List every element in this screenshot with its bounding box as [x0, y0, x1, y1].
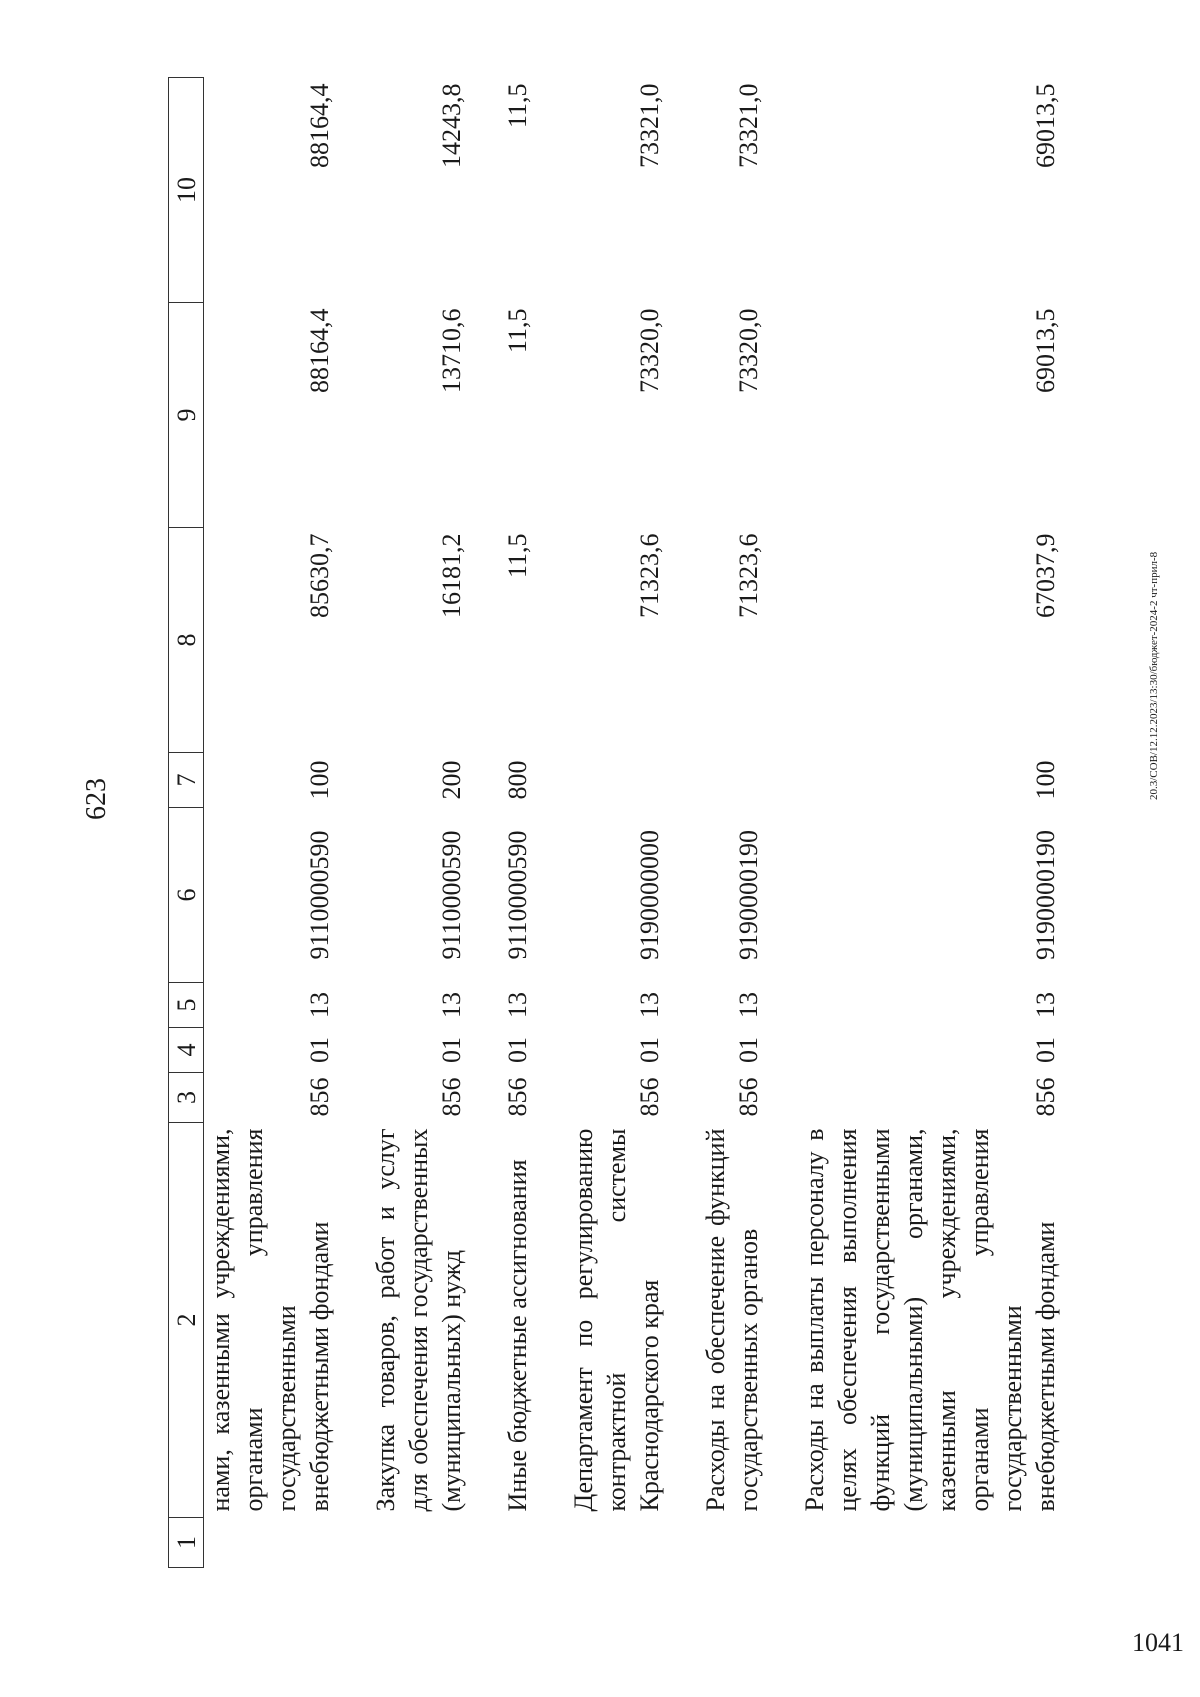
- table-row: [699, 78, 765, 1568]
- cell-amount-col8: 11,5: [503, 533, 532, 579]
- cell-subsection-code: 13: [734, 992, 763, 1018]
- cell-amount-col10: 69013,5: [1031, 83, 1060, 168]
- row-spacer: [666, 78, 699, 1568]
- cell-amount-col10: 88164,4: [305, 83, 334, 168]
- cell-amount-col8: 67037,9: [1031, 533, 1060, 618]
- cell-amount-col8: 16181,2: [437, 533, 466, 618]
- cell-ministry-code: 856: [635, 1077, 664, 1117]
- row-spacer: [468, 78, 501, 1568]
- cell-amount-col10: 73321,0: [635, 83, 664, 168]
- cell-subsection-code: 13: [635, 992, 664, 1018]
- cell-section-code: 01: [1031, 1037, 1060, 1063]
- column-header-8: 8: [169, 528, 204, 753]
- cell-amount-col9: 73320,0: [734, 308, 763, 393]
- cell-amount-col9: 73320,0: [635, 308, 664, 393]
- column-header-6: 6: [169, 808, 204, 983]
- column-header-3: 3: [169, 1073, 204, 1123]
- cell-description: Иные бюджетные ассигнования: [503, 1159, 532, 1512]
- cell-subsection-code: 13: [437, 992, 466, 1018]
- budget-table: [168, 77, 1062, 1568]
- cell-ministry-code: 856: [734, 1077, 763, 1117]
- cell-amount-col10: 73321,0: [734, 83, 763, 168]
- cell-description: нами, казенными учреждениями, органами управления государственными внебюджетными фондами: [206, 1128, 334, 1512]
- cell-description: Закупка товаров, работ и услуг для обеспечения государственных (муниципальных) нужд: [371, 1128, 466, 1512]
- cell-ministry-code: 856: [1031, 1077, 1060, 1117]
- cell-subsection-code: 13: [1031, 992, 1060, 1018]
- page-top-number: 623: [81, 778, 112, 820]
- cell-subsection-code: 13: [305, 992, 334, 1018]
- cell-section-code: 01: [635, 1037, 664, 1063]
- cell-expense-type-code: 800: [503, 760, 532, 800]
- document-footer-code: 20.3/СОВ/12.12.2023/13:30/бюджет-2024-2 чт-прил-8: [1148, 551, 1160, 800]
- table-header: [169, 78, 204, 1568]
- cell-col1: [699, 1518, 765, 1568]
- cell-description: Департамент по регулированию контрактной системы Краснодарского края: [569, 1128, 664, 1512]
- cell-target-code: 9110000590: [305, 830, 334, 960]
- cell-amount-col9: 69013,5: [1031, 308, 1060, 393]
- cell-subsection-code: 13: [503, 992, 532, 1018]
- table-row: [501, 78, 534, 1568]
- cell-section-code: 01: [734, 1037, 763, 1063]
- table-body: [204, 78, 1063, 1568]
- cell-col1: [501, 1518, 534, 1568]
- cell-col1: [204, 1518, 337, 1568]
- cell-amount-col8: 85630,7: [305, 533, 334, 618]
- table-row: [567, 78, 666, 1568]
- cell-target-code: 9190000190: [1031, 830, 1060, 960]
- cell-ministry-code: 856: [305, 1077, 334, 1117]
- cell-description: Расходы на обеспечение функций государственных органов: [701, 1128, 763, 1512]
- cell-target-code: 9190000000: [635, 830, 664, 960]
- column-header-9: 9: [169, 303, 204, 528]
- column-header-2: 2: [169, 1123, 204, 1518]
- row-spacer: [765, 78, 798, 1568]
- cell-expense-type-code: [699, 753, 765, 808]
- page-bottom-number: 1041: [1132, 1628, 1184, 1657]
- table-row: [798, 78, 1062, 1568]
- cell-ministry-code: 856: [437, 1077, 466, 1117]
- column-header-1: 1: [169, 1518, 204, 1568]
- cell-amount-col10: 11,5: [503, 83, 532, 129]
- cell-expense-type-code: 200: [437, 760, 466, 800]
- cell-target-code: 9110000590: [437, 830, 466, 960]
- cell-target-code: 9110000590: [503, 830, 532, 960]
- table-row: [369, 78, 468, 1568]
- cell-amount-col9: 13710,6: [437, 308, 466, 393]
- column-header-7: 7: [169, 753, 204, 808]
- row-spacer: [534, 78, 567, 1568]
- rotated-table-page: [168, 78, 1060, 1568]
- column-header-4: 4: [169, 1028, 204, 1073]
- cell-col1: [369, 1518, 468, 1568]
- cell-amount-col8: 71323,6: [734, 533, 763, 618]
- column-header-10: 10: [169, 78, 204, 303]
- cell-description: Расходы на выплаты персоналу в целях обеспечения выполнения функций государственными (муниципальными) органами, казенными учреждениями, органами управления государственными внебюджетными фондами: [800, 1128, 1060, 1512]
- cell-amount-col8: 71323,6: [635, 533, 664, 618]
- cell-ministry-code: 856: [503, 1077, 532, 1117]
- header-row: [169, 78, 204, 1568]
- cell-expense-type-code: 100: [1031, 760, 1060, 800]
- cell-section-code: 01: [437, 1037, 466, 1063]
- cell-amount-col10: 14243,8: [437, 83, 466, 168]
- cell-amount-col9: 11,5: [503, 308, 532, 354]
- cell-expense-type-code: [567, 753, 666, 808]
- column-header-5: 5: [169, 983, 204, 1028]
- cell-target-code: 9190000190: [734, 830, 763, 960]
- table-row: [204, 78, 337, 1568]
- cell-amount-col9: 88164,4: [305, 308, 334, 393]
- cell-section-code: 01: [503, 1037, 532, 1063]
- cell-section-code: 01: [305, 1037, 334, 1063]
- cell-col1: [567, 1518, 666, 1568]
- cell-expense-type-code: 100: [305, 760, 334, 800]
- row-spacer: [336, 78, 369, 1568]
- cell-col1: [798, 1518, 1062, 1568]
